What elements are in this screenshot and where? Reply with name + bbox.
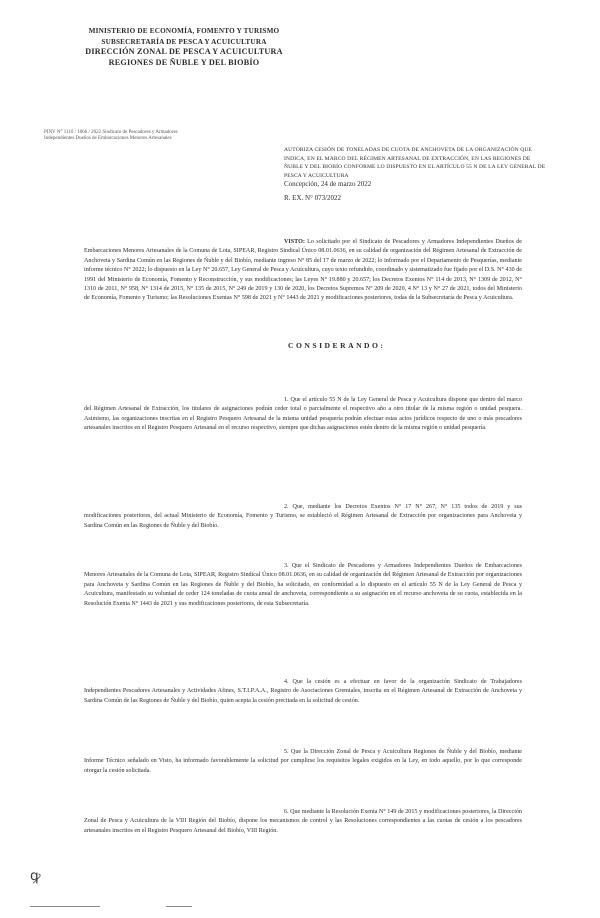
footer-rule-right bbox=[166, 906, 192, 907]
visto-text: Lo solicitado por el Sindicato de Pescadores y Armadores Independientes Dueños de Embarcaciones Menores Artesanales de la Comuna de Lota, SIPEAR, Registro Sindical Único 08.01.0636, en su calidad de organización del Régimen Artesanal de Extracción de Anchoveta y Sardina Común en las Regiones de Ñuble y del Biobío, mediante ingreso N° 85 del 17 de marzo de 2022; lo informado por el Departamento de Pesquerías, mediante informe técnico N° 2022; lo dispuesto en la Ley N° 20.657, Ley General de Pesca y Acuicultura, cuyo texto refundido, coordinado y sistematizado fue fijado por el D.S. N° 430 de 1991 del Ministerio de Economía, Fomento y Reconstrucción, y sus modificaciones; las Leyes N° 19.880 y 20.657; los Decretos Exentos N° 114 de 2013, N° 1309 de 2012, N° 1310 de 2011, N° 958, N° 1314 de 2015, N° 135 de 2015, N° 249 de 2019 y 130 de 2020, los Decretos Supremos N° 209 de 2020, 4 N° 13 y N° 27 de 2021, todos del Ministerio de Economía, Fomento y Turismo; las Resoluciones Exentas N° 598 de 2021 y N° 1443 de 2021 y modificaciones posteriores, todas de la Subsecretaría de Pesca y Acuicultura. bbox=[84, 239, 523, 302]
considerando-2: 2. Que, mediante los Decretos Exentos N° 17 N° 267, N° 135 todos de 2019 y sus modificaciones posteriores, del actual Ministerio de Economía, Fomento y Turismo, se estableció el Régimen Artesanal de Extracción por organizaciones para Anchoveta y Sardina Común en las Regiones de Ñuble y del Biobío. bbox=[84, 504, 522, 529]
visto-lead: VISTO: bbox=[284, 239, 305, 245]
letterhead bbox=[64, 26, 304, 68]
resolution-number: R. EX. N° 073/2022 bbox=[284, 194, 342, 202]
regions-line: REGIONES DE ÑUBLE Y DEL BIOBÍO bbox=[108, 57, 260, 67]
directorate-line: DIRECCIÓN ZONAL DE PESCA Y ACUICULTURA bbox=[85, 47, 283, 56]
visto-paragraph bbox=[84, 238, 522, 304]
footer-rule-left bbox=[30, 906, 100, 907]
considerando-heading: CONSIDERANDO: bbox=[288, 341, 386, 350]
file-reference-1: PINV N° 1110 / 1066 / 2022 Sindicato de Pescadores y Armadores bbox=[44, 130, 178, 135]
considerando-1: 1. Que el artículo 55 N de la Ley General de Pesca y Acuicultura dispone que dentro del marco del Régimen Artesanal de Extracción, los titulares de asignaciones podrán ceder total o parcialmente el respectivo año a otro titular de la misma región o unidad pesquera. Asimismo, las organizaciones inscritas en el Registro Pesquero Artesanal de la misma unidad pesquería podrán efectuar estas actos jurídicos respecto de uno o más pescadores artesanales inscritos en el Registro Pesquero Artesanal en el recurso respectivo, siempre que dichas asignaciones estén dentro de la misma región o unidad pesquería. bbox=[84, 397, 522, 432]
file-references bbox=[44, 130, 334, 143]
handwritten-mark: ꝙ bbox=[30, 869, 41, 884]
considerando-5: 5. Que la Dirección Zonal de Pesca y Acuicultura Regiones de Ñuble y del Biobío, mediante Informe Técnico señalado en Visto, ha informado favorablemente la solicitud por cumplirse los requisitos legales exigidos en la Ley, en todo aquello, por lo que corresponde otorgar la cesión solicitada. bbox=[84, 749, 522, 774]
considerando-3: 3. Que el Sindicato de Pescadores y Armadores Independientes Dueños de Embarcaciones Menores Artesanales de la Comuna de Lota, SIPEAR, Registro Sindical Único 08.01.0636, en su calidad de organización del Régimen Artesanal de Extracción por organizaciones para Anchoveta y Sardina Común en las Regiones de Ñuble y del Biobío, ha solicitado, en conformidad a lo dispuesto en el artículo 55 N de la Ley General de Pesca y Acuicultura, manifestado su voluntad de ceder 124 toneladas de cuota anual de anchoveta, correspondiente a su asignación en el recurso anchoveta de su cuota, establecida en la Resolución Exenta N° 1443 de 2021 y sus modificaciones posteriores, de esta Subsecretaría. bbox=[84, 563, 522, 607]
file-reference-2: Independientes Dueños de Embarcaciones Menores Artesanales bbox=[44, 136, 172, 142]
subsecretariat-line: SUBSECRETARÍA DE PESCA Y ACUICULTURA bbox=[101, 37, 267, 46]
ministry-line: MINISTERIO DE ECONOMÍA, FOMENTO Y TURISMO bbox=[88, 27, 280, 35]
considerando-6: 6. Que mediante la Resolución Exenta N° 149 de 2015 y modificaciones posteriores, la Dirección Zonal de Pesca y Acuicultura de la VIII Región del Biobío, dispone los mecanismos de control y las Resoluciones correspondientes a las cuotas de cesión a los pescadores artesanales inscritos en el Registro Pesquero Artesanal del Biobío, VIII Región. bbox=[84, 809, 522, 834]
resolution-date: Concepción, 24 de marzo 2022 bbox=[284, 180, 372, 188]
considerando-4: 4. Que la cesión es a efectuar en favor de la organización Sindicato de Trabajadores Independientes Pescadores Artesanales y Actividades Afines, S.T.I.P.A.A., Registro de Asociaciones Gremiales, inscrita en el Régimen Artesanal de Extracción de Anchoveta y Sardina Común de las Regiones de Ñuble y del Biobío, quien acepta la cesión precitada en la solicitud de cesión. bbox=[84, 679, 522, 704]
resolution-subject: AUTORIZA CESIÓN DE TONELADAS DE CUOTA DE ANCHOVETA DE LA ORGANIZACIÓN QUE INDICA, EN EL MARCO DEL RÉGIMEN ARTESANAL DE EXTRACCIÓN, EN LAS REGIONES DE ÑUBLE Y DEL BIOBÍO CONFORME LO DISPUESTO EN EL ARTÍCULO 55 N DE LA LEY GENERAL DE PESCA Y ACUICULTURA bbox=[284, 147, 546, 179]
